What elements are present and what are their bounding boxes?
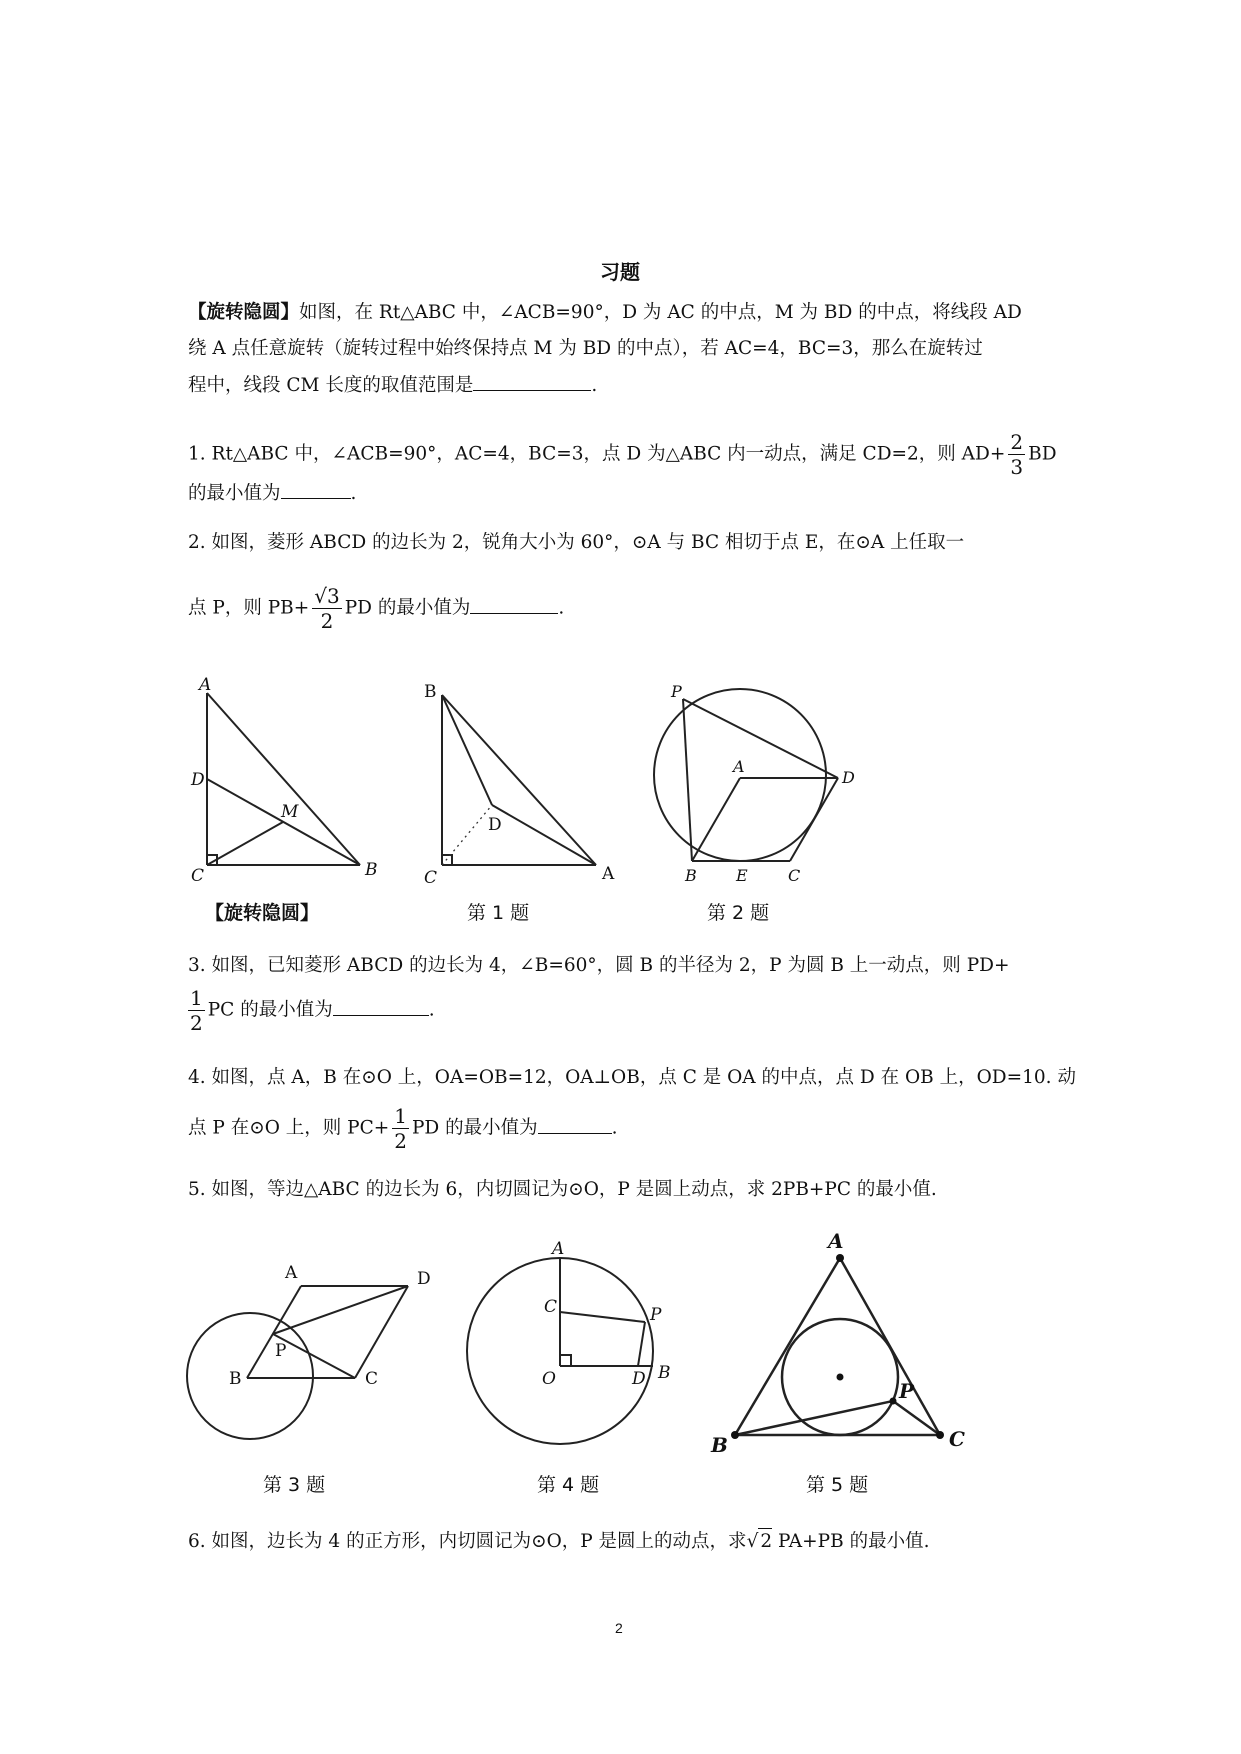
q6-text-post: PA+PB 的最小值. (778, 1531, 930, 1552)
sqrt-sign: √ (746, 1531, 759, 1552)
q1-after: BD (1028, 443, 1057, 465)
q3-text-post: PC 的最小值为 (207, 999, 333, 1021)
fig4-label: B (658, 1363, 671, 1383)
fig4-label: P (650, 1305, 662, 1325)
fig2-label: D (842, 768, 855, 787)
q2-line-1: 2. 如图，菱形 ABCD 的边长为 2，锐角大小为 60°，⊙A 与 BC 相切于点 E，在⊙A 上任取一 (188, 532, 965, 553)
fig2-label: C (788, 866, 801, 885)
intro-line-2: 绕 A 点任意旋转（旋转过程中始终保持点 M 为 BD 的中点），若 AC=4，BC=3，那么在旋转过 (188, 338, 983, 359)
q2-text-post: PD 的最小值为 (344, 597, 471, 619)
fig0-label: C (191, 866, 205, 885)
q2-text-pre: 点 P，则 PB+ (188, 597, 310, 619)
frac-denominator: 2 (190, 1011, 203, 1035)
fig4-label: D (632, 1369, 646, 1389)
frac-denominator: 3 (1010, 455, 1024, 479)
fig5-label: C (949, 1427, 965, 1451)
fig4-label: A (552, 1239, 565, 1259)
q4-period: . (611, 1117, 618, 1139)
q6-line-1 (188, 1528, 929, 1555)
intro-line-3 (188, 372, 597, 399)
fig0-label: A (199, 675, 212, 695)
q4-text-pre: 点 P 在⊙O 上，则 PC+ (188, 1117, 390, 1139)
q4-fraction (392, 1104, 409, 1153)
q3-line-1: 3. 如图，已知菱形 ABCD 的边长为 4，∠B=60°，圆 B 的半径为 2，P 为圆 B 上一动点，则 PD+ (188, 955, 1010, 976)
intro-text-1: 如图，在 Rt△ABC 中，∠ACB=90°，D 为 AC 的中点，M 为 BD 的中点，将线段 AD (299, 302, 1022, 323)
intro-tag: 【旋转隐圆】 (188, 302, 300, 323)
q2-line-2 (188, 584, 564, 633)
frac-numerator: √3 (314, 584, 340, 608)
figure-q4 (460, 1238, 690, 1468)
answer-blank[interactable] (538, 1115, 612, 1134)
fig2-label: E (736, 866, 748, 885)
fig4-label: O (542, 1369, 556, 1389)
fig1-label: B (424, 682, 437, 702)
fig5-label: A (828, 1230, 844, 1253)
frac-numerator: 2 (1010, 430, 1024, 454)
figure-q1 (420, 675, 620, 885)
figure-q3 (185, 1258, 450, 1458)
caption-q5: 第 5 题 (806, 1474, 869, 1496)
fig3-label: D (417, 1269, 431, 1289)
sqrt-radicand: 2 (758, 1528, 772, 1555)
fig1-label: D (488, 815, 502, 835)
caption-rotation: 【旋转隐圆】 (205, 902, 320, 924)
frac-denominator: 2 (394, 1129, 407, 1153)
q1-line-1 (188, 430, 1057, 479)
frac-numerator: 1 (190, 986, 203, 1010)
page-number: 2 (615, 1620, 623, 1636)
fig2-label: P (671, 682, 682, 701)
fig3-label: B (229, 1369, 242, 1389)
fig1-label: A (602, 864, 615, 884)
answer-blank[interactable] (333, 997, 429, 1016)
fig2-label: B (685, 866, 697, 885)
intro-line-1 (188, 300, 1022, 326)
q4-line-2 (188, 1104, 618, 1153)
caption-q2: 第 2 题 (707, 902, 770, 924)
figure-q2 (645, 675, 865, 885)
figure-q5 (705, 1230, 965, 1460)
page-title: 习题 (600, 260, 640, 284)
fig0-label: D (191, 770, 205, 790)
q2-fraction (312, 584, 341, 633)
answer-blank[interactable] (473, 372, 591, 391)
q3-period: . (428, 999, 435, 1021)
fig0-label: B (365, 860, 378, 880)
q4-text-post: PD 的最小值为 (411, 1117, 538, 1139)
intro-period: . (591, 375, 598, 396)
q2-period: . (558, 597, 565, 619)
fig5-label: B (711, 1433, 728, 1457)
caption-q4: 第 4 题 (537, 1474, 600, 1496)
fig3-label: P (275, 1341, 287, 1361)
q3-line-2 (188, 986, 435, 1035)
q1-text: 1. Rt△ABC 中，∠ACB=90°，AC=4，BC=3，点 D 为△ABC 内一动点，满足 CD=2，则 AD+ (188, 443, 1006, 465)
q1-fraction (1008, 430, 1025, 479)
fig2-label: A (733, 757, 745, 776)
intro-text-3: 程中，线段 CM 长度的取值范围是 (188, 375, 474, 396)
frac-numerator: 1 (394, 1104, 407, 1128)
fig3-label: A (285, 1263, 298, 1283)
fig0-label: M (281, 802, 299, 822)
frac-denominator: 2 (320, 609, 334, 633)
answer-blank[interactable] (281, 480, 351, 499)
q5-line-1: 5. 如图，等边△ABC 的边长为 6，内切圆记为⊙O，P 是圆上动点，求 2PB+PC 的最小值. (188, 1179, 937, 1200)
q1-period: . (350, 483, 357, 504)
fig1-label: C (424, 868, 438, 885)
figure-rotation-hidden-circle (185, 675, 385, 885)
q1-text-2: 的最小值为 (188, 483, 281, 504)
answer-blank[interactable] (470, 595, 558, 614)
q3-fraction (188, 986, 205, 1035)
q1-line-2 (188, 480, 356, 507)
caption-q1: 第 1 题 (467, 902, 530, 924)
q6-text-pre: 6. 如图，边长为 4 的正方形，内切圆记为⊙O，P 是圆上的动点，求 (188, 1531, 747, 1552)
fig4-label: C (544, 1297, 558, 1317)
caption-q3: 第 3 题 (263, 1474, 326, 1496)
fig3-label: C (365, 1369, 379, 1389)
q4-line-1: 4. 如图，点 A，B 在⊙O 上，OA=OB=12，OA⊥OB，点 C 是 OA 的中点，点 D 在 OB 上，OD=10. 动 (188, 1067, 1076, 1088)
fig5-label: P (899, 1379, 915, 1403)
